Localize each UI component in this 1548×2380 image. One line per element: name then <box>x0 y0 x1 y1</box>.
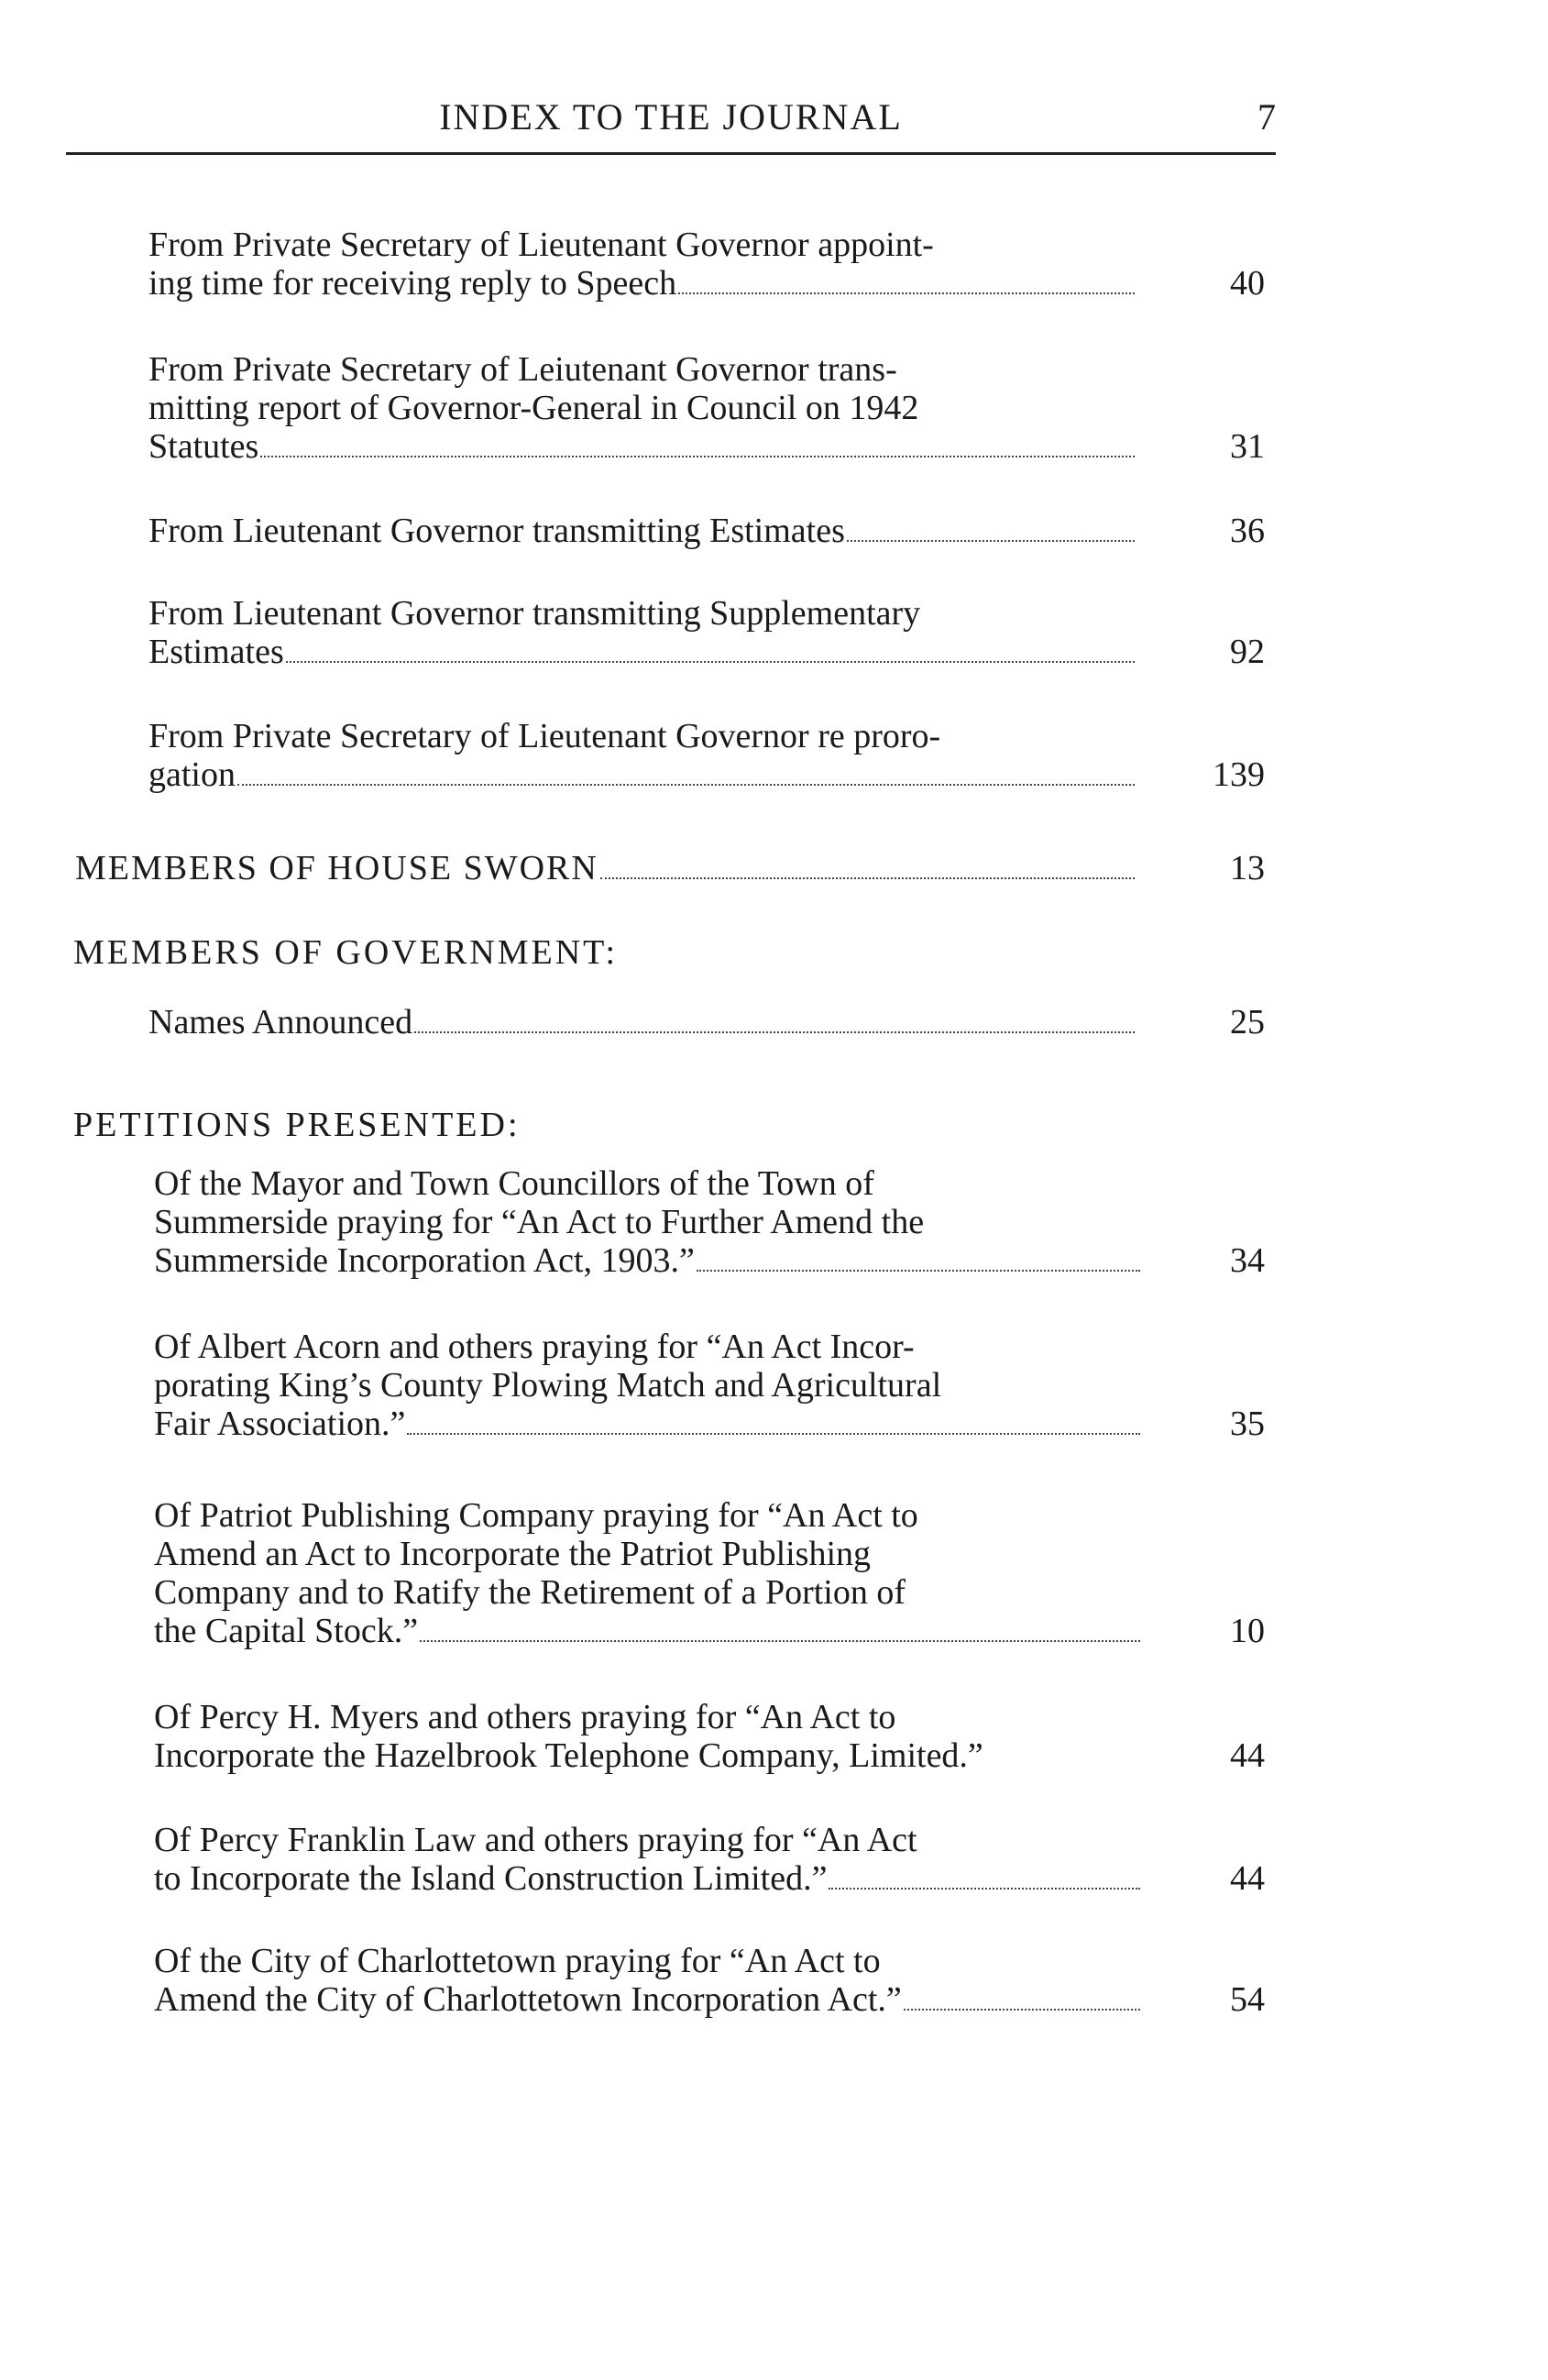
entry-line: porating King’s County Plowing Match and Agricultural <box>154 1366 942 1405</box>
entry-page-number: 44 <box>1230 1859 1265 1898</box>
dot-leader <box>237 784 1135 786</box>
dot-leader <box>847 540 1135 542</box>
members-sworn-page: 13 <box>1230 849 1265 887</box>
entry-line: From Lieutenant Governor transmitting Supplementary <box>148 594 921 633</box>
names-announced-page: 25 <box>1230 1003 1265 1041</box>
petitions-heading: PETITIONS PRESENTED: <box>73 1106 521 1144</box>
entry-line: From Private Secretary of Leiutenant Governor trans- <box>148 350 897 389</box>
entry-page-number: 139 <box>1213 755 1265 794</box>
dot-leader <box>260 456 1135 457</box>
dot-leader <box>678 292 1135 294</box>
entry-line: Of Percy Franklin Law and others praying for “An Act <box>154 1821 917 1859</box>
entry-line: Amend an Act to Incorporate the Patriot Publishing <box>154 1535 872 1573</box>
petition-entry <box>154 1698 1217 1775</box>
entry-line: Amend the City of Charlottetown Incorporation Act.” <box>154 1980 902 2019</box>
header-title: INDEX TO THE JOURNAL <box>439 96 903 138</box>
dot-leader <box>420 1640 1140 1642</box>
entry-line: to Incorporate the Island Construction Limited.” <box>154 1859 828 1898</box>
names-announced-label: Names Announced <box>148 1003 413 1041</box>
petition-entry <box>154 1164 1144 1280</box>
entry-line: Of Albert Acorn and others praying for “An Act Incor- <box>154 1328 915 1366</box>
dot-leader <box>407 1433 1140 1435</box>
entry-line: Of the City of Charlottetown praying for “An Act to <box>154 1942 881 1980</box>
entry-page-number: 36 <box>1230 512 1265 550</box>
dot-leader <box>286 661 1135 663</box>
entry-line: Fair Association.” <box>154 1405 406 1443</box>
entry-page-number: 10 <box>1230 1612 1265 1650</box>
entry-line: From Lieutenant Governor transmitting Estimates <box>148 512 845 550</box>
members-government-heading: MEMBERS OF GOVERNMENT: <box>73 933 619 972</box>
entry-line: From Private Secretary of Lieutenant Governor appoint- <box>148 226 934 264</box>
entry-page-number: 54 <box>1230 1980 1265 2019</box>
dot-leader <box>904 2009 1140 2011</box>
petition-entry <box>154 1328 1144 1443</box>
entry-line: Statutes <box>148 427 259 466</box>
members-sworn-label: MEMBERS OF HOUSE SWORN <box>75 849 598 887</box>
index-entry <box>148 350 1138 466</box>
entry-line: Summerside praying for “An Act to Further Amend the <box>154 1203 925 1241</box>
entry-line: the Capital Stock.” <box>154 1612 419 1650</box>
index-entry <box>148 594 1138 671</box>
dot-leader <box>697 1270 1140 1272</box>
entry-line: ing time for receiving reply to Speech <box>148 264 677 303</box>
entry-line: From Private Secretary of Lieutenant Governor re proro- <box>148 717 941 755</box>
entry-line: Estimates <box>148 633 284 671</box>
names-announced-entry <box>148 1003 1138 1041</box>
entry-page-number: 34 <box>1230 1241 1265 1280</box>
entry-line: Summerside Incorporation Act, 1903.” <box>154 1241 695 1280</box>
entry-line: Of Percy H. Myers and others praying for “An Act to <box>154 1698 896 1736</box>
entry-line: gation <box>148 755 236 794</box>
entry-page-number: 92 <box>1230 633 1265 671</box>
entry-page-number: 44 <box>1230 1736 1265 1775</box>
index-entry <box>148 226 1138 303</box>
entry-line: mitting report of Governor-General in Council on 1942 <box>148 389 919 427</box>
entry-line: Incorporate the Hazelbrook Telephone Company, Limited.” <box>154 1736 983 1775</box>
page-number: 7 <box>1257 96 1276 138</box>
index-entry <box>148 512 1138 550</box>
petition-entry <box>154 1821 1144 1898</box>
entry-line: Of Patriot Publishing Company praying for “An Act to <box>154 1496 918 1535</box>
dot-leader <box>414 1031 1135 1033</box>
entry-line: Company and to Ratify the Retirement of a Portion of <box>154 1573 906 1612</box>
petition-entry <box>154 1496 1144 1650</box>
entry-page-number: 35 <box>1230 1405 1265 1443</box>
petition-entry <box>154 1942 1144 2019</box>
index-entry <box>148 717 1138 794</box>
members-sworn-entry <box>75 849 1138 887</box>
dot-leader <box>600 877 1135 879</box>
entry-page-number: 31 <box>1230 427 1265 466</box>
dot-leader <box>829 1888 1140 1890</box>
entry-page-number: 40 <box>1230 264 1265 303</box>
entry-line: Of the Mayor and Town Councillors of the Town of <box>154 1164 874 1203</box>
